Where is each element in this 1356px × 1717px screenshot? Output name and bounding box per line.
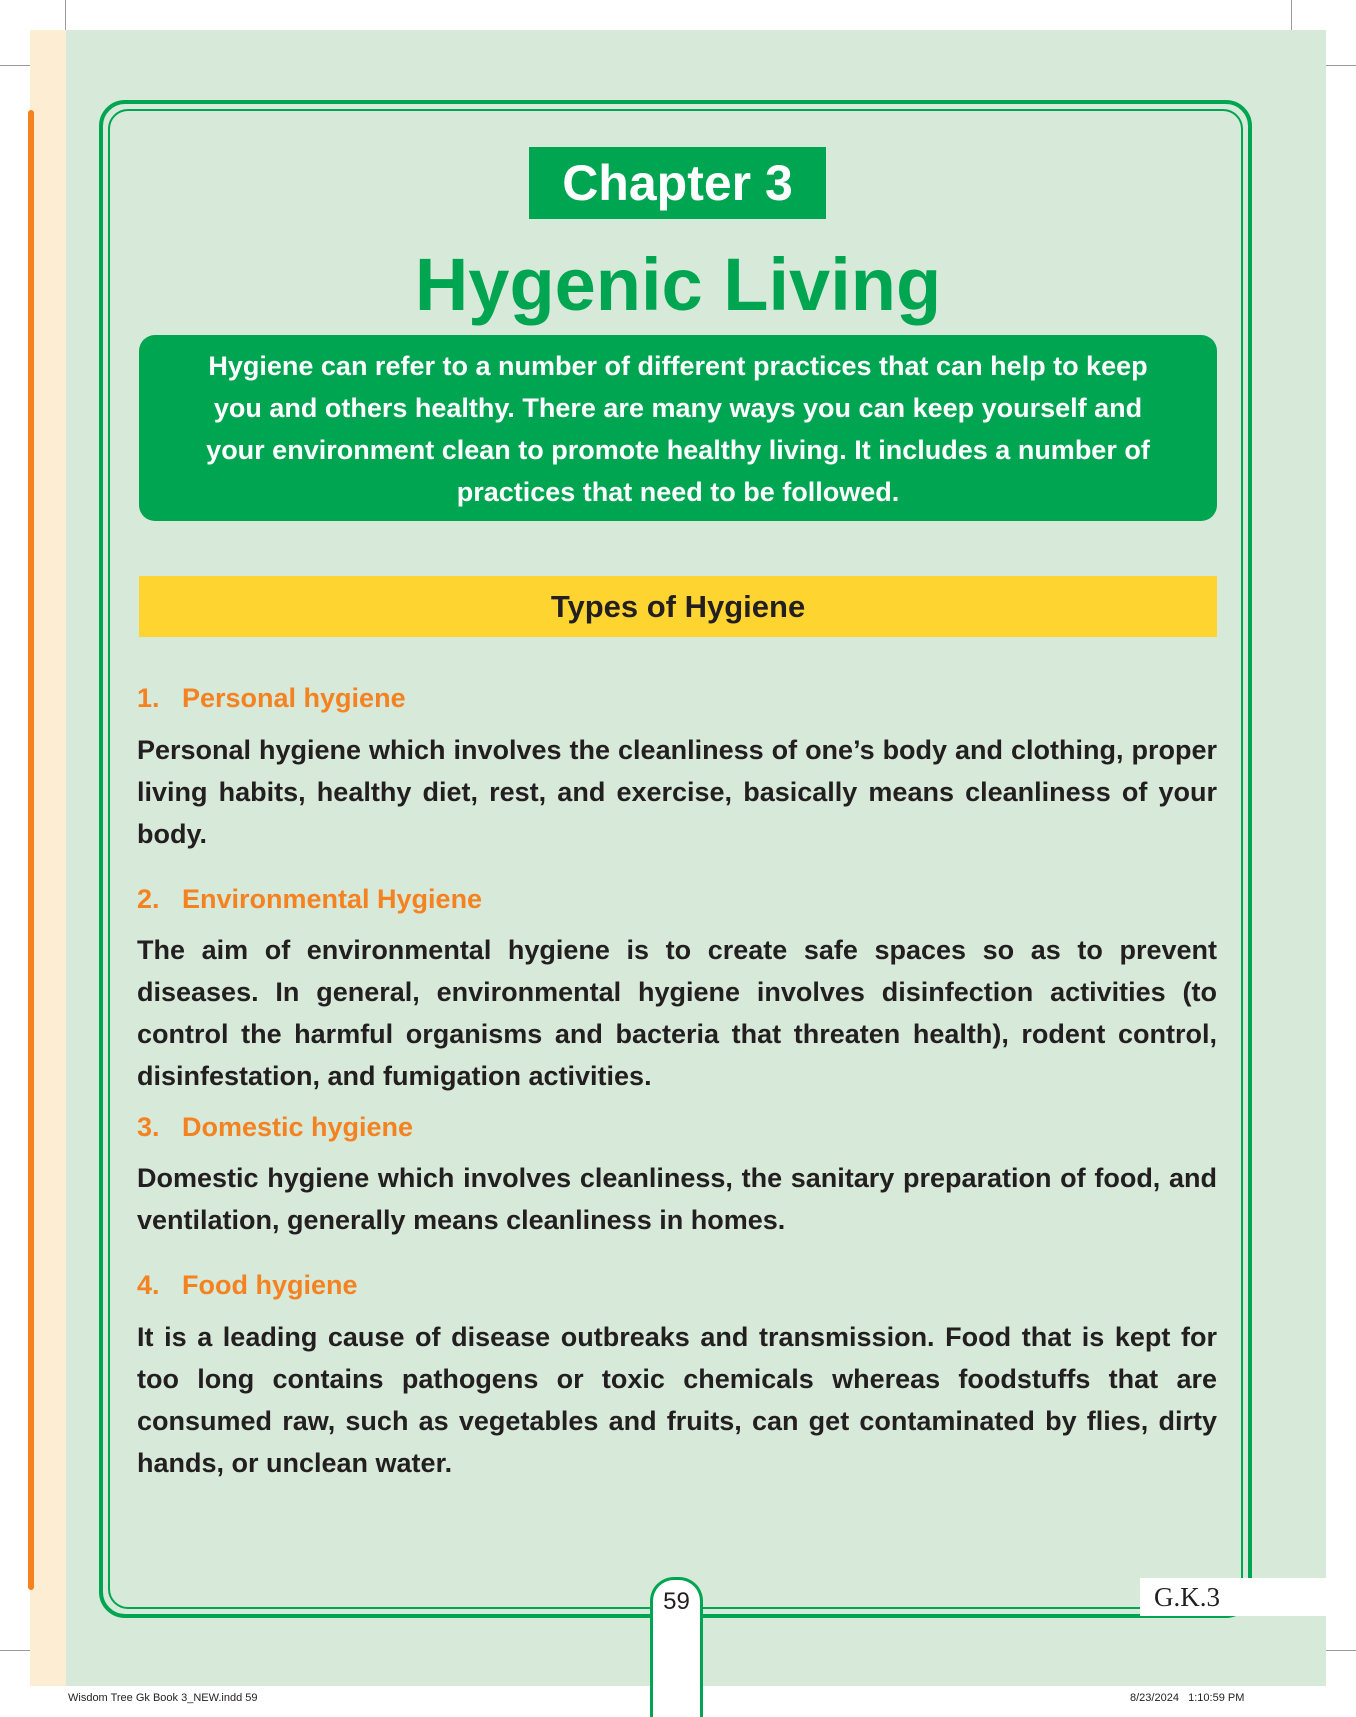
hygiene-type-heading xyxy=(137,681,1037,715)
item-number: 3. xyxy=(137,1112,160,1142)
crop-mark xyxy=(0,65,30,66)
page-number: 59 xyxy=(663,1588,690,1615)
hygiene-type-description: Domestic hygiene which involves cleanliness, the sanitary preparation of food, and ventilation, generally means cleanliness in homes. xyxy=(137,1163,1217,1235)
crop-mark xyxy=(1326,1650,1356,1651)
hygiene-type-description: The aim of environmental hygiene is to create safe spaces so as to prevent diseases. In general, environmental hygiene involves disinfection activities (to control the harmful organisms and bacteria that threaten health), rodent control, disinfestation, and fumigation activities. xyxy=(137,935,1217,1091)
item-number: 4. xyxy=(137,1270,160,1300)
crop-mark xyxy=(0,1650,30,1651)
hygiene-type-heading xyxy=(137,1268,1037,1302)
hygiene-type-description: Personal hygiene which involves the cleanliness of one’s body and clothing, proper living habits, healthy diet, rest, and exercise, basically means cleanliness of your body. xyxy=(137,735,1217,849)
item-number: 1. xyxy=(137,683,160,713)
intro-box: Hygiene can refer to a number of different practices that can help to keep you and others healthy. There are many ways you can keep yourself and your environment clean to promote healthy living. It includes a number of practices that need to be followed. xyxy=(139,335,1217,521)
item-number: 2. xyxy=(137,884,160,914)
chapter-label: Chapter 3 xyxy=(529,147,826,219)
crop-mark xyxy=(65,0,66,30)
item-title: Environmental Hygiene xyxy=(182,884,483,914)
hygiene-type-heading xyxy=(137,1110,1037,1144)
book-label: G.K.3 xyxy=(1140,1578,1326,1616)
section-heading: Types of Hygiene xyxy=(139,576,1217,637)
left-margin-strip xyxy=(30,30,66,1686)
crop-mark xyxy=(1291,0,1292,30)
hygiene-type-description: It is a leading cause of disease outbreaks and transmission. Food that is kept for too long contains pathogens or toxic chemicals whereas foodstuffs that are consumed raw, such as vegetables and fruits, can get contaminated by flies, dirty hands, or unclean water. xyxy=(137,1322,1217,1478)
left-accent-bar xyxy=(28,110,34,1590)
item-title: Domestic hygiene xyxy=(182,1112,414,1142)
crop-mark xyxy=(1326,65,1356,66)
print-slug-file: Wisdom Tree Gk Book 3_NEW.indd 59 xyxy=(68,1692,258,1704)
item-title: Food hygiene xyxy=(182,1270,358,1300)
item-title: Personal hygiene xyxy=(182,683,406,713)
print-slug-timestamp: 8/23/2024 1:10:59 PM xyxy=(1130,1692,1245,1704)
chapter-title: Hygenic Living xyxy=(414,243,942,326)
hygiene-type-heading xyxy=(137,882,1037,916)
